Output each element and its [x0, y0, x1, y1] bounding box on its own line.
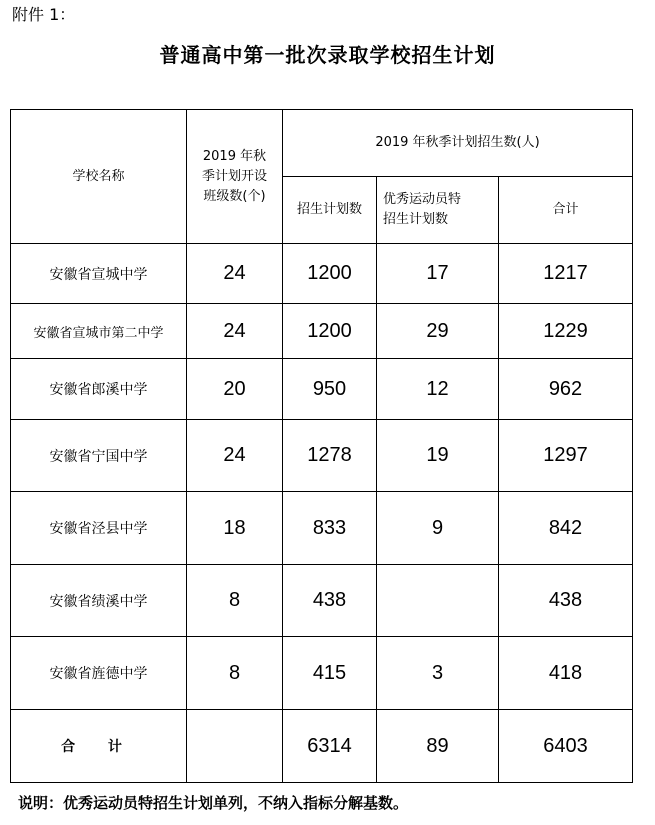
- school-name-cell: 安徽省宣城市第二中学: [11, 304, 187, 359]
- header-athletes-line1: 优秀运动员特: [383, 192, 462, 207]
- table-row: [11, 420, 633, 492]
- classes-sum-cell: [187, 710, 283, 783]
- school-name-cell: 安徽省泾县中学: [11, 492, 187, 565]
- plan-cell: 438: [283, 565, 377, 637]
- total-sum-cell: 6403: [499, 710, 633, 783]
- header-group: 2019 年秋季计划招生数(人): [283, 110, 633, 177]
- classes-cell: 24: [187, 420, 283, 492]
- total-cell: 418: [499, 637, 633, 710]
- classes-cell: 8: [187, 565, 283, 637]
- classes-cell: 18: [187, 492, 283, 565]
- table-row: [11, 304, 633, 359]
- enrollment-plan-table: [10, 109, 633, 783]
- attachment-label: 附件 1：: [12, 5, 76, 24]
- table-total-row: [11, 710, 633, 783]
- plan-cell: 1200: [283, 244, 377, 304]
- school-name-cell: 安徽省郎溪中学: [11, 359, 187, 420]
- athletes-cell: 3: [377, 637, 499, 710]
- school-name-cell: 安徽省宁国中学: [11, 420, 187, 492]
- athletes-cell: 19: [377, 420, 499, 492]
- total-cell: 438: [499, 565, 633, 637]
- table-row: [11, 244, 633, 304]
- athletes-cell: 29: [377, 304, 499, 359]
- athletes-cell: 12: [377, 359, 499, 420]
- total-cell: 962: [499, 359, 633, 420]
- total-cell: 842: [499, 492, 633, 565]
- table-header-row-1: [11, 110, 633, 177]
- plan-cell: 1200: [283, 304, 377, 359]
- header-classes-line1: 2019 年秋: [202, 148, 267, 164]
- header-classes: [187, 110, 283, 244]
- school-name-cell: 安徽省旌德中学: [11, 637, 187, 710]
- total-cell: 1229: [499, 304, 633, 359]
- classes-cell: 24: [187, 244, 283, 304]
- plan-cell: 1278: [283, 420, 377, 492]
- plan-cell: 415: [283, 637, 377, 710]
- school-name-cell: 安徽省绩溪中学: [11, 565, 187, 637]
- plan-sum-cell: 6314: [283, 710, 377, 783]
- athletes-cell: 17: [377, 244, 499, 304]
- header-total: 合计: [499, 177, 633, 244]
- header-school-name: 学校名称: [11, 110, 187, 244]
- plan-cell: 950: [283, 359, 377, 420]
- classes-cell: 24: [187, 304, 283, 359]
- header-plan: 招生计划数: [283, 177, 377, 244]
- header-athletes: [377, 177, 499, 244]
- header-athletes-line2: 招生计划数: [383, 212, 449, 227]
- athletes-sum-cell: 89: [377, 710, 499, 783]
- footnote: 说明：优秀运动员特招生计划单列，不纳入指标分解基数。: [18, 794, 409, 812]
- athletes-cell: 9: [377, 492, 499, 565]
- school-name-cell: 安徽省宣城中学: [11, 244, 187, 304]
- table-row: [11, 565, 633, 637]
- header-classes-line3: 班级数(个): [203, 188, 266, 204]
- total-cell: 1217: [499, 244, 633, 304]
- total-label-cell: 合 计: [11, 710, 187, 783]
- classes-cell: 20: [187, 359, 283, 420]
- table-row: [11, 359, 633, 420]
- document-title: 普通高中第一批次录取学校招生计划: [159, 43, 496, 67]
- classes-cell: 8: [187, 637, 283, 710]
- total-cell: 1297: [499, 420, 633, 492]
- table-row: [11, 637, 633, 710]
- athletes-cell: [377, 565, 499, 637]
- header-classes-line2: 季计划开设: [201, 168, 267, 184]
- table-row: [11, 492, 633, 565]
- plan-cell: 833: [283, 492, 377, 565]
